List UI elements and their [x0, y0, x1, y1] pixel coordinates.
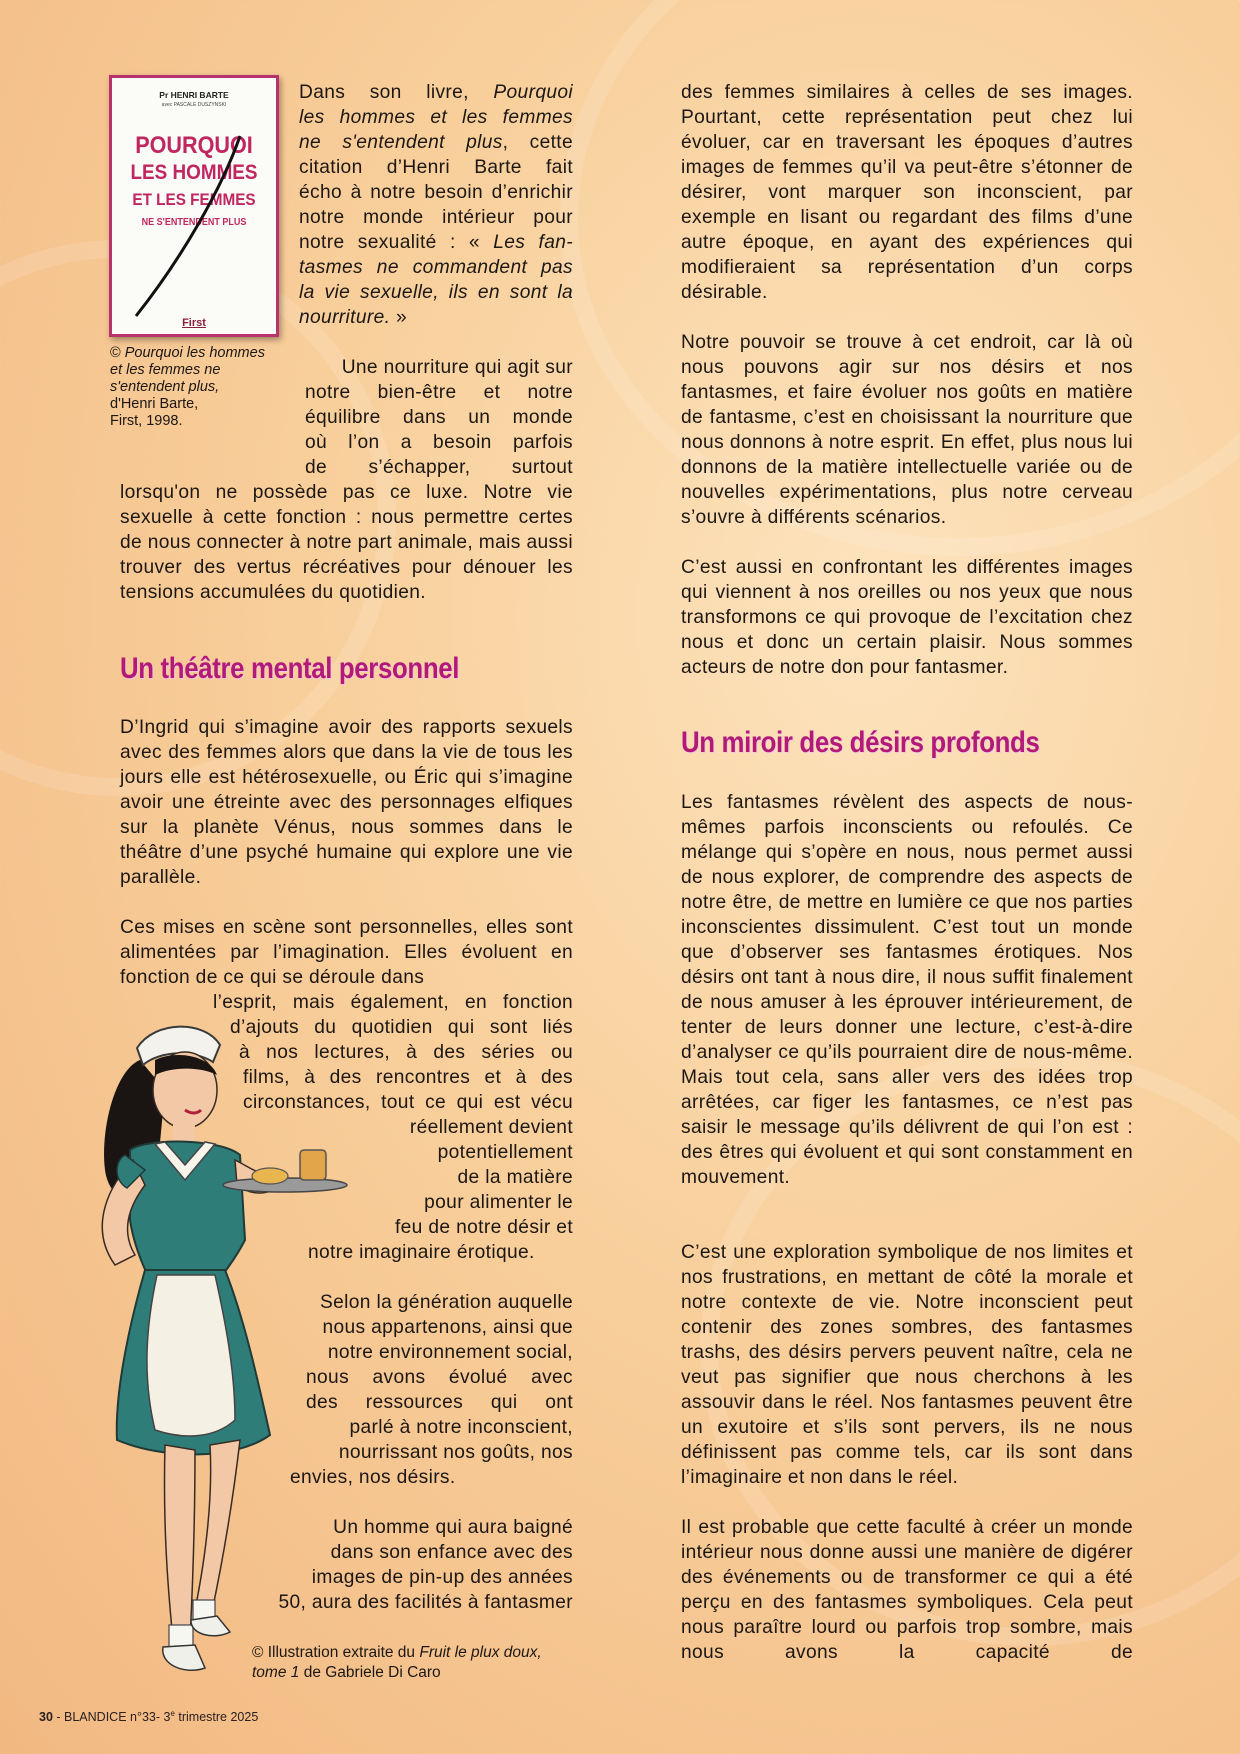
cover-coauthor: avec PASCALE DUSZYNSKI — [161, 102, 227, 108]
cover-title-line: POURQUOI — [135, 132, 253, 159]
page-number: 30 — [39, 1710, 53, 1725]
text-line: films, à des rencontres et à des — [243, 1067, 573, 1088]
text-line: réellement devient — [409, 1117, 573, 1138]
text-line: notre bien-être et notre — [305, 382, 573, 403]
cover-title-line: LES HOMMES — [130, 161, 258, 184]
text-line: notre sexualité : « Les fan- — [299, 232, 573, 253]
intro-paragraph — [299, 80, 573, 330]
caption-italic: et les femmes ne — [110, 362, 221, 378]
text-line: de s’échapper, surtout — [305, 457, 573, 478]
text-line: envies, nos désirs. — [290, 1467, 456, 1488]
caption-italic: Pourquoi les hommes — [124, 345, 265, 361]
paragraph: C’est une exploration symbolique de nos limites et nos frustrations, en mettant de côté la morale et notre contexte de vie. Notre inconscient peut contenir des zones sombres, des fantasmes trashs, des désirs pervers peuvent naître, cela ne veut pas signifier que nous cherchons à les assouvir dans le réel. Nos fantasmes peuvent être un exutoire et s’ils sont pervers, ils ne nous définissent pas comme tels, car ils sont dans l’imaginaire et non dans le réel. — [681, 1242, 1133, 1488]
text-line: citation d’Henri Barte fait — [299, 157, 573, 178]
text-line: feu de notre désir et — [394, 1217, 573, 1238]
section-heading: Un miroir des désirs profonds — [681, 726, 1040, 759]
text-line: nourrissant nos goûts, nos — [338, 1442, 573, 1463]
text-line: notre imaginaire érotique. — [308, 1242, 535, 1263]
text-line: tasmes ne commandent pas — [299, 257, 573, 278]
text-line: équilibre dans un monde — [305, 407, 573, 428]
paragraph: des femmes similaires à celles de ses images. Pourtant, cette représentation peut chez lui évoluer, car en traversant les époques d’autres images de femmes qu’il va peut-être s’étonner de désirer, vont marquer son inconscient, par exemple en lisant ou regardant des films d’une autre époque, en ayant des expériences qui modifieraient sa représentation d’un corps désirable. — [681, 82, 1133, 303]
text-line: Selon la génération auquelle — [319, 1292, 573, 1313]
text-line: de la matière — [457, 1167, 573, 1188]
text-line: dans son enfance avec des — [330, 1542, 573, 1563]
paragraph: C’est aussi en confrontant les différentes images qui viennent à nos oreilles ou nos yeux que nous transformons ce qui provoque de l’excitation chez nous et donc un certain plaisir. Nous sommes acteurs de notre don pour fantasmer. — [681, 557, 1133, 678]
paragraph: Ces mises en scène sont personnelles, elles sont alimentées par l’imagination. Elles évoluent en fonction de ce qui se déroule dans — [120, 917, 573, 988]
text-line: pour alimenter le — [424, 1192, 573, 1213]
text-line: parlé à notre inconscient, — [349, 1417, 573, 1438]
caption-text: d'Henri Barte, — [110, 396, 199, 412]
book-cover-image — [109, 75, 279, 337]
text-line: d’ajouts du quotidien qui sont liés — [230, 1017, 573, 1038]
text-line: potentiellement — [437, 1142, 573, 1163]
cover-author: Pr HENRI BARTE — [159, 90, 229, 100]
cover-stroke-icon — [112, 78, 276, 334]
text-line: ne s'entendent plus, cette — [299, 132, 573, 153]
paragraph: lorsqu'on ne possède pas ce luxe. Notre vie sexuelle à cette fonction : nous permettre certes de nous connecter à notre part animale, mais aussi trouver des vertus récréatives pour dénouer les tensions accumulées du quotidien. — [120, 482, 573, 603]
text-line: 50, aura des facilités à fantasmer — [278, 1592, 573, 1613]
text-line: l’esprit, mais également, en fonction — [213, 992, 573, 1013]
caption-italic: s'entendent plus, — [110, 379, 220, 395]
cover-title-line: NE S'ENTENDENT PLUS — [141, 217, 247, 228]
text-line: des ressources qui ont — [306, 1392, 573, 1413]
paragraph: Il est probable que cette faculté à créer un monde intérieur nous donne aussi une manière de digérer des événements ou de transformer ce qui a été perçu en des fantasmes symboliques. Cela peut nous paraître lourd ou parfois trop sombre, mais nous avons la capacité de — [681, 1517, 1133, 1663]
text-line: nous appartenons, ainsi que — [322, 1317, 573, 1338]
text-line: les hommes et les femmes — [299, 107, 573, 128]
paragraph: D’Ingrid qui s’imagine avoir des rapports sexuels avec des femmes alors que dans la vie de tous les jours elle est hétérosexuelle, ou Éric qui s’imagine avoir une étreinte avec des personnages elfiques sur la planète Vénus, nous sommes dans le théâtre d’une psyché humaine qui explore une vie parallèle. — [120, 717, 573, 888]
footer-superscript: e — [170, 1709, 175, 1718]
footer-text: - BLANDICE n°33- 3 — [52, 1710, 171, 1725]
illustration-caption: © Illustration extraite du Fruit le plux doux, tome 1 de Gabriele Di Caro — [252, 1644, 542, 1681]
text-line: nous avons évolué avec — [306, 1367, 573, 1388]
footer-text: trimestre 2025 — [174, 1710, 259, 1725]
text-line: la vie sexuelle, ils en sont la — [299, 282, 573, 303]
text-line: écho à notre besoin d’enrichir — [299, 182, 573, 203]
text-line: à nos lectures, à des séries ou — [239, 1042, 573, 1063]
text-line: Dans son livre, Pourquoi — [299, 82, 573, 103]
text-line: circonstances, tout ce qui est vécu — [243, 1092, 573, 1113]
page-footer — [39, 1709, 258, 1724]
cover-title-line: ET LES FEMMES — [132, 190, 256, 209]
text-line: nourriture. » — [299, 307, 408, 328]
caption-text: © — [110, 345, 125, 361]
caption-text: First, 1998. — [110, 413, 183, 429]
paragraph: Les fantasmes révèlent des aspects de nous-mêmes parfois inconscients ou refoulés. Ce mélange qui s’opère en nous, nous permet aussi de nous explorer, de comprendre des aspects de notre être, de mettre en lumière ce que nos parties inconscientes dissimulent. C’est tout un monde que d’observer ses fantasmes érotiques. Nos désirs ont tant à nous dire, il nous suffit finalement de nous amuser à les éprouver intérieurement, de tenter de leurs donner une lecture, c’est-à-dire d’analyser ce qu’ils pourraient dire de nous-même. Mais tout cela, sans aller vers des idées trop arrêtées, car figer les fantasmes, ce n’est pas saisir le message qu’ils délivrent de qui l’on est : des êtres qui évoluent et qui sont constamment en mouvement. — [681, 792, 1133, 1188]
cover-publisher: First — [182, 317, 206, 329]
section-heading: Un théâtre mental personnel — [120, 652, 460, 685]
text-line: Une nourriture qui agit sur — [341, 357, 573, 378]
text-line: images de pin-up des années — [311, 1567, 573, 1588]
text-line: Un homme qui aura baigné — [333, 1517, 573, 1538]
text-line: notre monde intérieur pour — [299, 207, 573, 228]
paragraph: Notre pouvoir se trouve à cet endroit, car là où nous pouvons agir sur nos désirs et nos fantasmes, et faire évoluer nos goûts en matière de fantasme, c’est en choisissant la nourriture que nous donnons à notre esprit. En effet, plus nous lui donnons de la matière intellectuelle variée ou de nouvelles expérimentations, plus notre cerveau s’ouvre à différents scénarios. — [681, 332, 1133, 528]
text-line: notre environnement social, — [327, 1342, 573, 1363]
text-line: où l’on a besoin parfois — [305, 432, 573, 453]
